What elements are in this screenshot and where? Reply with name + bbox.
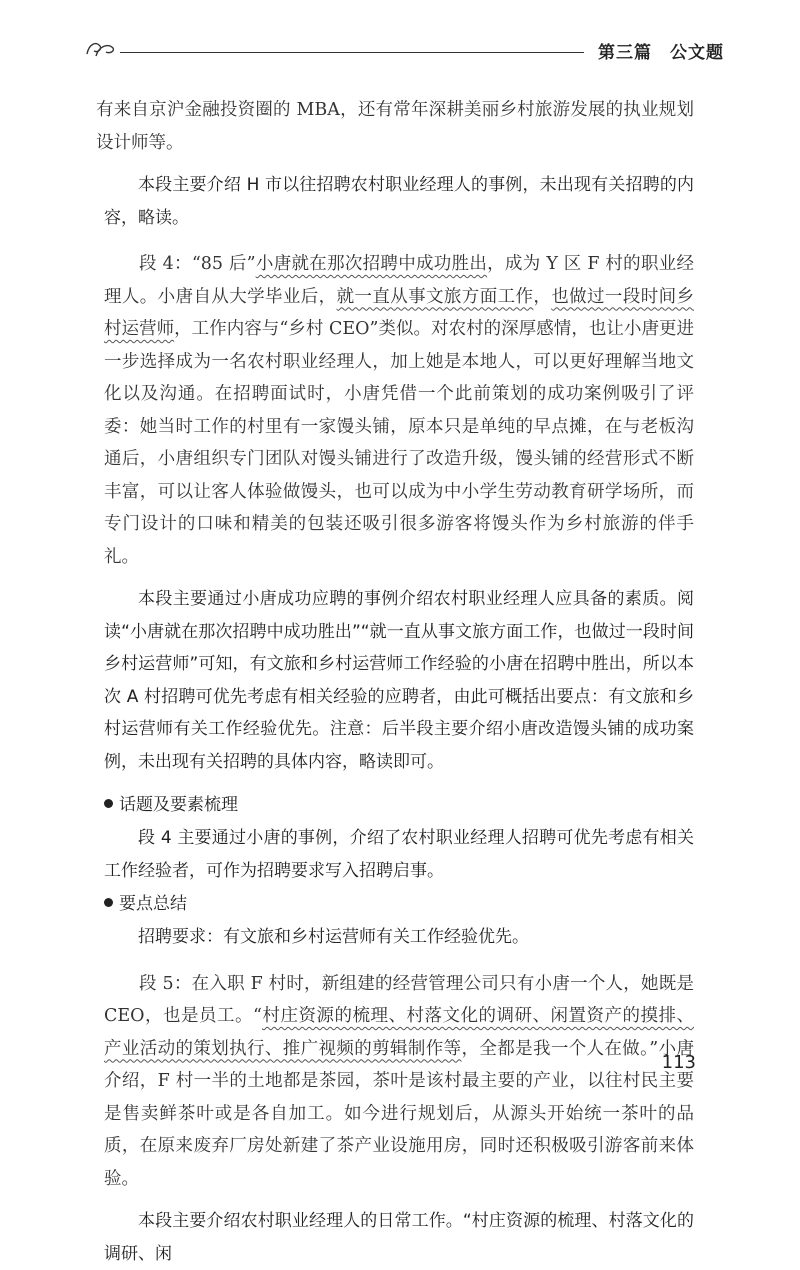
text-run: 段 4：“85 后” bbox=[139, 254, 256, 274]
analysis-paragraph-3: 本段主要介绍农村职业经理人的日常工作。“村庄资源的梳理、村落文化的调研、闲 bbox=[104, 1211, 694, 1264]
text-run: ， bbox=[533, 286, 552, 307]
page-body bbox=[96, 94, 695, 1270]
page-header bbox=[84, 38, 724, 63]
bullet-heading-text: 要点总结 bbox=[119, 894, 187, 914]
paragraph-section-5 bbox=[104, 968, 694, 1196]
paragraph-continuation: 有来自京沪金融投资圈的 MBA，还有常年深耕美丽乡村旅游发展的执业规划设计师等。 bbox=[96, 100, 694, 153]
bullet-heading-topics bbox=[104, 788, 694, 822]
bullet-dot-icon bbox=[104, 799, 113, 808]
leaf-ornament-icon bbox=[84, 38, 118, 60]
key-point: 招聘要求：有文旅和乡村运营师有关工作经验优先。 bbox=[138, 927, 529, 947]
bullet-dot-icon bbox=[104, 898, 113, 907]
highlighted-phrase: 也做过一段时间乡村运营师 bbox=[104, 286, 694, 339]
page-number: 113 bbox=[661, 1052, 696, 1073]
text-run: ，工作内容与“乡村 CEO”类似。对农村的深厚感情，也让小唐更进一步选择成为一名农村职业经理人，加上她是本地人，可以更好理解当地文化以及沟通。在招聘面试时，小唐凭借一个此前策划的成功案例吸引了评委：她当时工作的村里有一家馒头铺，原本只是单纯的早点摊，在与老板沟通后，小唐组织专门团队对馒头铺进行了改造升级，馒头铺的经营形式不断丰富，可以让客人体验做馒头，也可以成为中小学生劳动教育研学场所，而专门设计的口味和精美的包装还吸引很多游客将馒头作为乡村旅游的伴手礼。 bbox=[104, 319, 695, 567]
analysis-paragraph-1: 本段主要介绍 H 市以往招聘农村职业经理人的事例，未出现有关招聘的内容，略读。 bbox=[104, 175, 694, 228]
highlighted-phrase: 就一直从事文旅方面工作 bbox=[336, 286, 534, 307]
highlighted-phrase: 小唐就在那次招聘中成功胜出 bbox=[255, 254, 488, 274]
highlighted-phrase: 村庄资源的梳理、村落文化的调研、闲置资产的摸排、产业活动的策划执行、推广视频的剪辑制作等 bbox=[104, 1006, 694, 1059]
text-run: 段 5：在入职 F 村时，新组建的经营管理公司只有小唐一个人，她既是 CEO，也是员工。“ bbox=[104, 973, 694, 1026]
analysis-paragraph-2: 本段主要通过小唐成功应聘的事例介绍农村职业经理人应具备的素质。阅读“小唐就在那次招聘中成功胜出”“就一直从事文旅方面工作，也做过一段时间乡村运营师”可知，有文旅和乡村运营师工作经验的小唐在招聘中胜出，所以本次 A 村招聘可优先考虑有相关经验的应聘者，由此可概括出要点：有文旅和乡村运营师有关工作经验优先。注意：后半段主要介绍小唐改造馒头铺的成功案例，未出现有关招聘的具体内容，略读即可。 bbox=[104, 589, 694, 772]
topic-summary: 段 4 主要通过小唐的事例，介绍了农村职业经理人招聘可优先考虑有相关工作经验者，可作为招聘要求写入招聘启事。 bbox=[104, 828, 694, 881]
paragraph-section-4 bbox=[104, 248, 694, 573]
text-run: ，全都是我一个人在做。”小唐介绍，F 村一半的土地都是茶园，茶叶是该村最主要的产业，以往村民主要是售卖鲜茶叶或是各自加工。如今进行规划后，从源头开始统一茶叶的品质，在原来废弃厂房处新建了茶产业设施用房，同时还积极吸引游客前来体验。 bbox=[104, 1038, 694, 1189]
text-run: ，成为 Y 区 F 村的职业经理人。小唐自从大学毕业后， bbox=[104, 254, 695, 307]
section-title: 第三篇 公文题 bbox=[598, 43, 724, 63]
header-rule bbox=[120, 52, 584, 53]
bullet-heading-text: 话题及要素梳理 bbox=[119, 795, 238, 815]
bullet-heading-summary bbox=[104, 887, 694, 921]
